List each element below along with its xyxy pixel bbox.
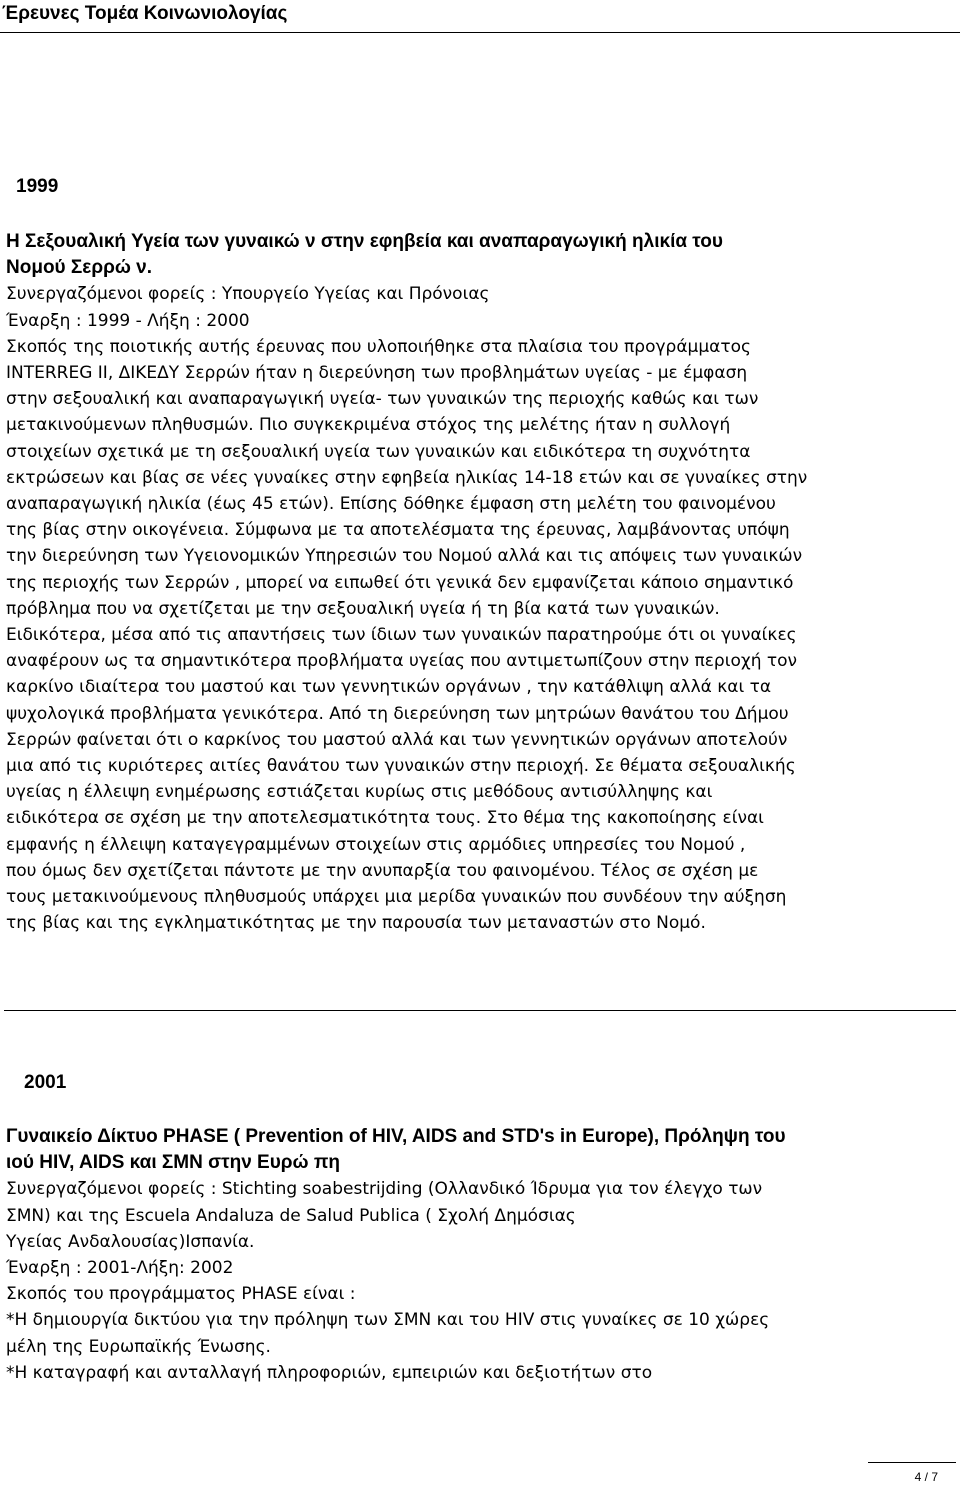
text-line: ΣΜΝ) και της Escuela Andaluza de Salud Publica ( Σχολή Δημόσιας: [6, 1205, 576, 1226]
text-line: Συνεργαζόμενοι φορείς : Stichting soabestrijding (Ολλανδικό Ίδρυμα για τον έλεγχο των: [6, 1179, 763, 1200]
section-divider: [4, 1010, 956, 1011]
section-1999-heading-line: Η Σεξουαλική Υγεία των γυναικώ ν στην εφηβεία και αναπαραγωγική ηλικία του: [6, 231, 723, 252]
text-line: Έναρξη : 2001-Λήξη: 2002: [6, 1258, 234, 1279]
text-line: τους μετακινούμενους πληθυσμούς υπάρχει μια μερίδα γυναικών που συνδέουν την αύξηση: [6, 887, 787, 908]
text-line: μέλη της Ευρωπαϊκής Ένωσης.: [6, 1336, 271, 1357]
page-header-title: Έρευνες Τομέα Κοινωνιολογίας: [2, 3, 288, 24]
text-line: αναφέρουν ως τα σημαντικότερα προβλήματα υγείας που αντιμετωπίζουν στην περιοχή τον: [6, 651, 797, 672]
text-line: της περιοχής των Σερρών , μπορεί να ειπωθεί ότι γενικά δεν εμφανίζεται κάποιο σημαντικό: [6, 572, 794, 593]
section-1999-heading-line: Νομού Σερρώ ν.: [6, 257, 152, 279]
text-line: *Η δημιουργία δικτύου για την πρόληψη των ΣΜΝ και του HIV στις γυναίκες σε 10 χώρες: [6, 1310, 770, 1331]
text-line: της βίας στην οικογένεια. Σύμφωνα με τα αποτελέσματα της έρευνας, λαμβάνοντας υπόψη: [6, 520, 790, 541]
text-line: ψυχολογικά προβλήματα γενικότερα. Από τη διερεύνηση των μητρώων θανάτου του Δήμου: [6, 703, 789, 724]
text-line: Έναρξη : 1999 - Λήξη : 2000: [6, 310, 250, 331]
text-line: της βίας και της εγκληματικότητας με την παρουσία των μεταναστών στο Νομό.: [6, 913, 706, 934]
text-line: *Η καταγραφή και ανταλλαγή πληροφοριών, εμπειριών και δεξιοτήτων στο: [6, 1362, 653, 1383]
footer-rule: [868, 1462, 956, 1463]
text-line: στην σεξουαλική και αναπαραγωγική υγεία- των γυναικών της περιοχής καθώς και των: [6, 389, 759, 410]
section-1999-body: [6, 229, 954, 936]
text-line: πρόβλημα που να σχετίζεται με την σεξουαλική υγεία ή τη βία κατά των γυναικών.: [6, 598, 720, 619]
text-line: Σκοπός του προγράμματος PHASE είναι :: [6, 1284, 356, 1305]
text-line: εμφανής η έλλειψη καταγεγραμμένων στοιχείων στις αρμόδιες υπηρεσίες του Νομού ,: [6, 834, 746, 855]
section-1999-year: 1999: [16, 176, 59, 197]
text-line: ειδικότερα σε σχέση με την αποτελεσματικότητα τους. Στο θέμα της κακοποίησης είναι: [6, 808, 764, 829]
text-line: Σκοπός της ποιοτικής αυτής έρευνας που υλοποιήθηκε στα πλαίσια του προγράμματος: [6, 336, 751, 357]
text-line: την διερεύνηση των Υγειονομικών Υπηρεσιών του Νομού αλλά και τις απόψεις των γυναικών: [6, 546, 803, 567]
text-line: Σερρών φαίνεται ότι ο καρκίνος του μαστού αλλά και των γεννητικών οργάνων αποτελούν: [6, 729, 788, 750]
page-number: 4 / 7: [914, 1470, 938, 1484]
text-line: υγείας η έλλειψη ενημέρωσης εστιάζεται κυρίως στις μεθόδους αντισύλληψης και: [6, 782, 713, 803]
section-2001-body: [6, 1124, 954, 1386]
section-2001-year: 2001: [24, 1072, 67, 1093]
text-line: Ειδικότερα, μέσα από τις απαντήσεις των ίδιων των γυναικών παρατηρούμε ότι οι γυναίκες: [6, 625, 797, 646]
text-line: Υγείας Ανδαλουσίας)Ισπανία.: [6, 1231, 255, 1252]
section-2001-heading-line: ιού HIV, AIDS και ΣΜΝ στην Ευρώ πη: [6, 1152, 341, 1174]
text-line: μετακινούμενων πληθυσμών. Πιο συγκεκριμένα στόχος της μελέτης ήταν η συλλογή: [6, 415, 731, 436]
section-2001-heading-line: Γυναικείο Δίκτυο PHASE ( Prevention of HIV, AIDS and STD's in Europe), Πρόληψη του: [6, 1126, 786, 1147]
text-line: που όμως δεν σχετίζεται πάντοτε με την ανυπαρξία του φαινομένου. Τέλος σε σχέση με: [6, 860, 759, 881]
text-line: Συνεργαζόμενοι φορείς : Υπουργείο Υγείας και Πρόνοιας: [6, 284, 490, 305]
text-line: στοιχείων σχετικά με τη σεξουαλική υγεία των γυναικών και ειδικότερα τη συχνότητα: [6, 441, 751, 462]
page-header: [0, 0, 960, 33]
text-line: καρκίνο ιδιαίτερα του μαστού και των γεννητικών οργάνων , την κατάθλιψη αλλά και τα: [6, 677, 772, 698]
text-line: μια από τις κυριότερες αιτίες θανάτου των γυναικών στην περιοχή. Σε θέματα σεξουαλικής: [6, 756, 796, 777]
text-line: INTERREG II, ΔΙΚΕΔΥ Σερρών ήταν η διερεύνηση των προβλημάτων υγείας - με έμφαση: [6, 363, 748, 384]
text-line: εκτρώσεων και βίας σε νέες γυναίκες στην εφηβεία ηλικίας 14-18 ετών και σε γυναίκες στην: [6, 467, 808, 488]
text-line: αναπαραγωγική ηλικία (έως 45 ετών). Επίσης δόθηκε έμφαση στη μελέτη του φαινομένου: [6, 494, 776, 515]
